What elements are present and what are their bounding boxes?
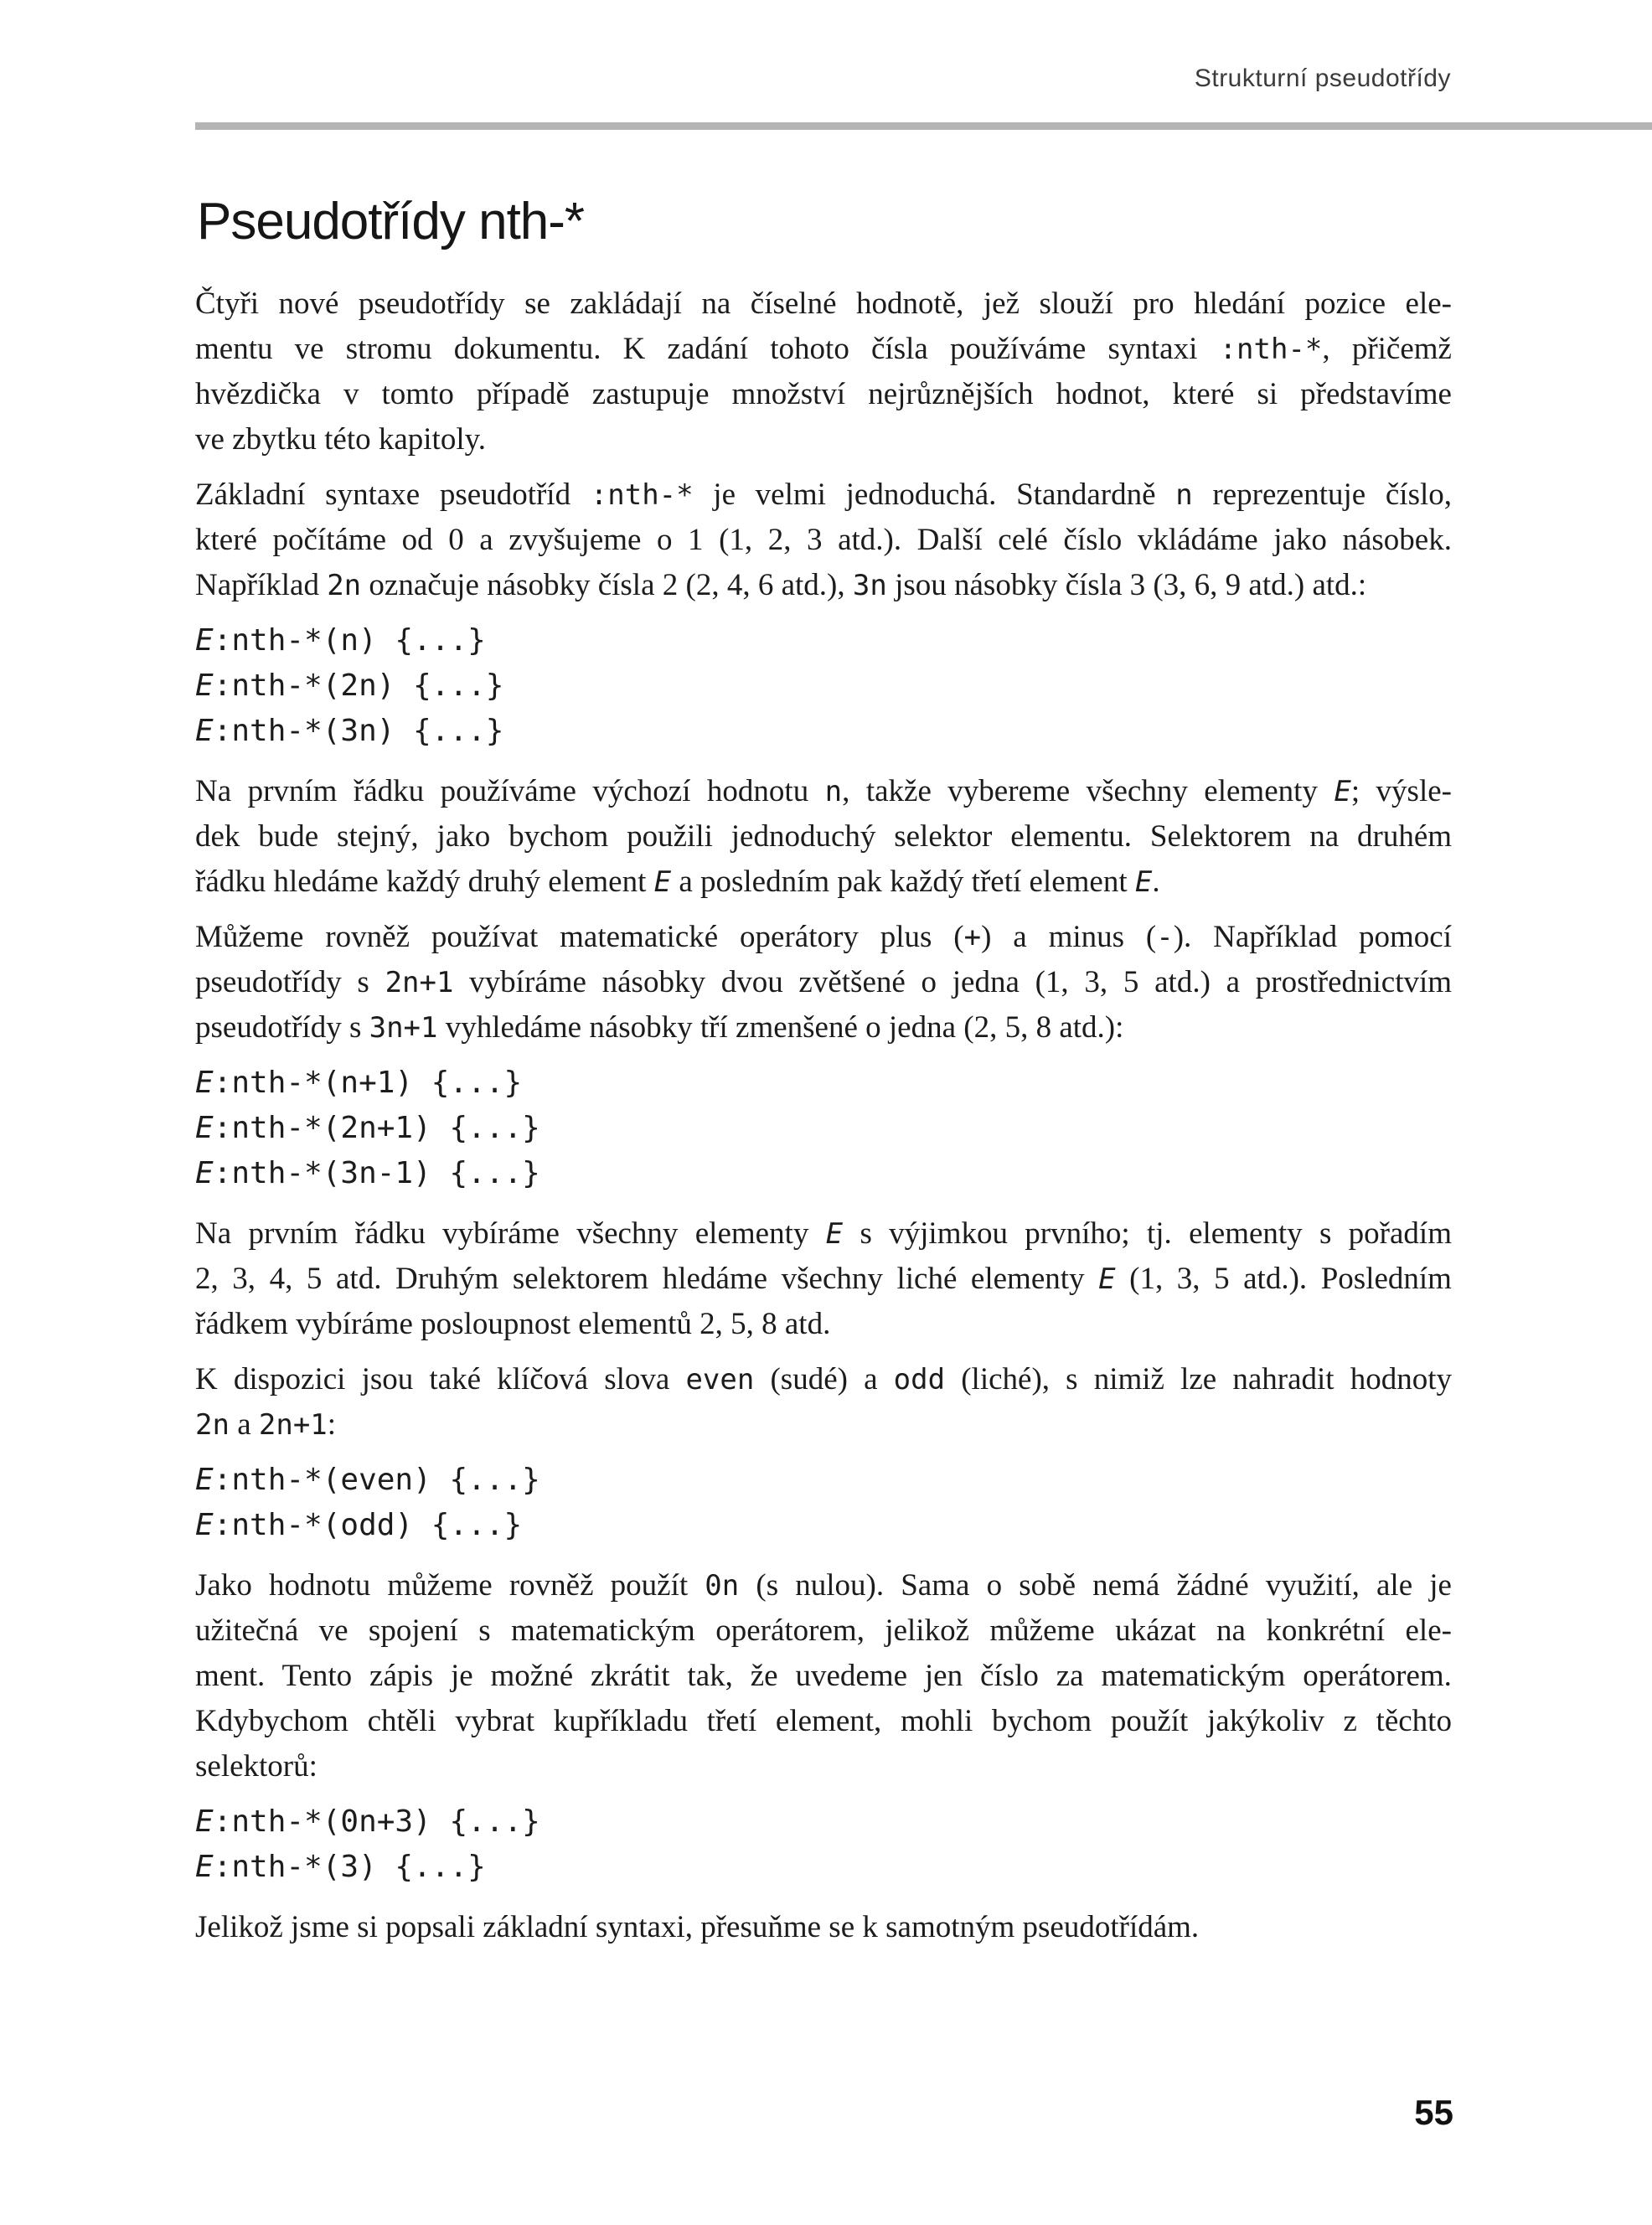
text-segment: ve zbytku této kapitoly. [195, 422, 486, 457]
inline-code: E [195, 623, 214, 658]
paragraph [195, 1211, 1452, 1347]
text-line [195, 472, 1452, 518]
text-segment: řádkem vybíráme posloupnost elementů 2, 5, 8 atd. [195, 1307, 831, 1341]
text-segment: pseudotřídy s [195, 965, 385, 999]
text-segment: označuje násobky čísla 2 (2, 4, 6 atd.), [361, 568, 853, 602]
paragraph [195, 472, 1452, 608]
inline-code: :nth-*(2n) {...} [213, 669, 504, 703]
inline-code: E [195, 1111, 214, 1145]
text-segment: selektorů: [195, 1749, 317, 1784]
inline-code: 2n [327, 569, 362, 602]
text-line [195, 1563, 1452, 1608]
inline-code: odd [893, 1363, 946, 1396]
text-segment: Jelikož jsme si popsali základní syntaxi, přesuňme se k samotným pseudotřídám. [195, 1910, 1200, 1944]
inline-code: E [195, 1066, 214, 1100]
paragraph [195, 1357, 1452, 1448]
code-line [195, 1106, 1452, 1151]
paragraph [195, 1563, 1452, 1789]
text-segment: Můžeme rovněž používat matematické operátory plus ( [195, 920, 964, 954]
inline-code: :nth-*(n) {...} [213, 623, 486, 658]
text-segment: užitečná ve spojení s matematickým operátorem, jelikož můžeme ukázat na konkrétní ele- [195, 1613, 1452, 1648]
text-line [195, 1654, 1452, 1699]
text-segment: pseudotřídy s [195, 1010, 369, 1045]
text-line [195, 1905, 1452, 1950]
text-segment: ). Například pomocí [1173, 920, 1452, 954]
text-line [195, 860, 1452, 905]
inline-code: 3n [852, 569, 887, 602]
code-line [195, 1503, 1452, 1548]
inline-code: E [195, 1156, 214, 1190]
text-line [195, 960, 1452, 1005]
text-segment: je velmi jednoduchá. Standardně [693, 478, 1176, 512]
text-line [195, 1402, 1452, 1448]
code-block [195, 1799, 1452, 1890]
text-segment: mentu ve stromu dokumentu. K zadání tohoto čísla používáme syntaxi [195, 332, 1220, 366]
page-title: Pseudotřídy nth-* [197, 193, 585, 250]
text-segment: které počítáme od 0 a zvyšujeme o 1 (1, 2, 3 atd.). Další celé číslo vkládáme jako násobek. [195, 523, 1452, 557]
text-segment: ; výsle- [1350, 774, 1452, 808]
inline-code: :nth-*(n+1) {...} [213, 1066, 523, 1100]
text-line [195, 1257, 1452, 1302]
inline-code: :nth-*(3n) {...} [213, 714, 504, 748]
inline-code: E [195, 1463, 214, 1497]
paragraph [195, 281, 1452, 462]
text-line [195, 1302, 1452, 1347]
text-line [195, 1699, 1452, 1744]
text-segment: Čtyři nové pseudotřídy se zakládají na číselné hodnotě, jež slouží pro hledání pozice ele- [195, 287, 1452, 321]
code-line [195, 663, 1452, 709]
text-segment: Základní syntaxe pseudotříd [195, 478, 591, 512]
inline-code: :nth-* [1219, 333, 1323, 366]
inline-code: 2n [195, 1408, 230, 1442]
text-segment: Na prvním řádku vybíráme všechny elementy [195, 1216, 826, 1251]
inline-code: E [1334, 775, 1351, 808]
inline-code: n [824, 775, 843, 808]
inline-code: :nth-* [590, 478, 694, 512]
running-header: Strukturní pseudotřídy [1194, 65, 1451, 92]
text-segment: Například [195, 568, 328, 602]
code-line [195, 709, 1452, 754]
inline-code: E [1098, 1262, 1116, 1296]
text-segment: vyhledáme násobky tří zmenšené o jedna (2, 5, 8 atd.): [437, 1010, 1124, 1045]
text-segment: K dispozici jsou také klíčová slova [195, 1362, 686, 1396]
text-line [195, 417, 1452, 462]
code-line [195, 618, 1452, 663]
inline-code: E [195, 1850, 214, 1884]
inline-code: 3n+1 [369, 1011, 438, 1045]
inline-code: 2n+1 [385, 966, 454, 999]
text-segment: dek bude stejný, jako bychom použili jednoduchý selektor elementu. Selektorem na druhém [195, 819, 1453, 854]
text-segment: a [229, 1407, 259, 1442]
header-rule [195, 122, 1652, 130]
text-line [195, 1005, 1452, 1051]
code-line [195, 1061, 1452, 1106]
text-segment: (sudé) a [754, 1362, 894, 1396]
content [195, 194, 1452, 1960]
paragraph [195, 769, 1452, 905]
page-number: 55 [1414, 2093, 1453, 2132]
text-line [195, 563, 1452, 608]
code-block [195, 1061, 1452, 1196]
text-segment: (liché), s nimiž lze nahradit hodnoty [945, 1362, 1453, 1396]
inline-code: :nth-*(3) {...} [213, 1850, 486, 1884]
text-segment: 2, 3, 4, 5 atd. Druhým selektorem hledáme všechny liché elementy [195, 1262, 1099, 1296]
inline-code: E [825, 1217, 844, 1251]
text-segment: Jako hodnotu můžeme rovněž použít [195, 1568, 705, 1603]
text-segment: jsou násobky čísla 3 (3, 6, 9 atd.) atd.: [886, 568, 1367, 602]
inline-code: :nth-*(2n+1) {...} [213, 1111, 540, 1145]
text-segment: , takže vybereme všechny elementy [842, 774, 1335, 808]
text-line [195, 1211, 1452, 1257]
code-block [195, 1458, 1452, 1548]
text-line [195, 281, 1452, 327]
text-segment: (s nulou). Sama o sobě nemá žádné využití, ale je [739, 1568, 1452, 1603]
text-segment: s výjimkou prvního; tj. elementy s pořadím [843, 1216, 1452, 1251]
text-segment: Na prvním řádku používáme výchozí hodnotu [195, 774, 825, 808]
text-segment: ) a minus ( [981, 920, 1157, 954]
text-line [195, 327, 1452, 372]
inline-code: :nth-*(odd) {...} [213, 1508, 523, 1542]
text-segment: hvězdička v tomto případě zastupuje množství nejrůznějších hodnot, které si představíme [195, 377, 1452, 411]
inline-code: n [1175, 478, 1193, 512]
text-segment: Kdybychom chtěli vybrat kupříkladu třetí element, mohli bychom použít jakýkoliv z těchto [195, 1704, 1452, 1738]
text-segment: a posledním pak každý třetí element [671, 865, 1135, 899]
code-line [195, 1799, 1452, 1845]
inline-code: :nth-*(0n+3) {...} [213, 1804, 540, 1839]
text-line [195, 372, 1452, 417]
text-line [195, 1357, 1452, 1402]
text-line [195, 1744, 1452, 1789]
code-block [195, 618, 1452, 754]
text-segment: ment. Tento zápis je možné zkrátit tak, že uvedeme jen číslo za matematickým operátorem. [195, 1659, 1452, 1693]
text-line [195, 814, 1452, 860]
text-line [195, 769, 1452, 814]
paragraph [195, 915, 1452, 1051]
text-line [195, 518, 1452, 563]
inline-code: - [1156, 921, 1174, 954]
inline-code: E [195, 714, 214, 748]
inline-code: even [685, 1363, 755, 1396]
text-segment: řádku hledáme každý druhý element [195, 865, 654, 899]
code-line [195, 1151, 1452, 1196]
inline-code: E [195, 669, 214, 703]
text-line [195, 1608, 1452, 1654]
text-segment: : [327, 1407, 337, 1442]
inline-code: E [1134, 865, 1153, 899]
inline-code: E [195, 1508, 214, 1542]
inline-code: 2n+1 [258, 1408, 328, 1442]
text-segment: . [1152, 865, 1160, 899]
paragraph [195, 1905, 1452, 1950]
inline-code: E [653, 865, 672, 899]
text-line [195, 915, 1452, 960]
inline-code: :nth-*(even) {...} [213, 1463, 540, 1497]
text-segment: vybíráme násobky dvou zvětšené o jedna (1, 3, 5 atd.) a prostřednictvím [453, 965, 1453, 999]
inline-code: :nth-*(3n-1) {...} [213, 1156, 540, 1190]
code-line [195, 1845, 1452, 1890]
inline-code: E [195, 1804, 214, 1839]
content-blocks [195, 281, 1452, 1950]
inline-code: 0n [705, 1569, 740, 1603]
inline-code: + [963, 921, 982, 954]
text-segment: , přičemž [1322, 332, 1452, 366]
text-segment: reprezentuje číslo, [1192, 478, 1453, 512]
code-line [195, 1458, 1452, 1503]
text-segment: (1, 3, 5 atd.). Posledním [1115, 1262, 1452, 1296]
